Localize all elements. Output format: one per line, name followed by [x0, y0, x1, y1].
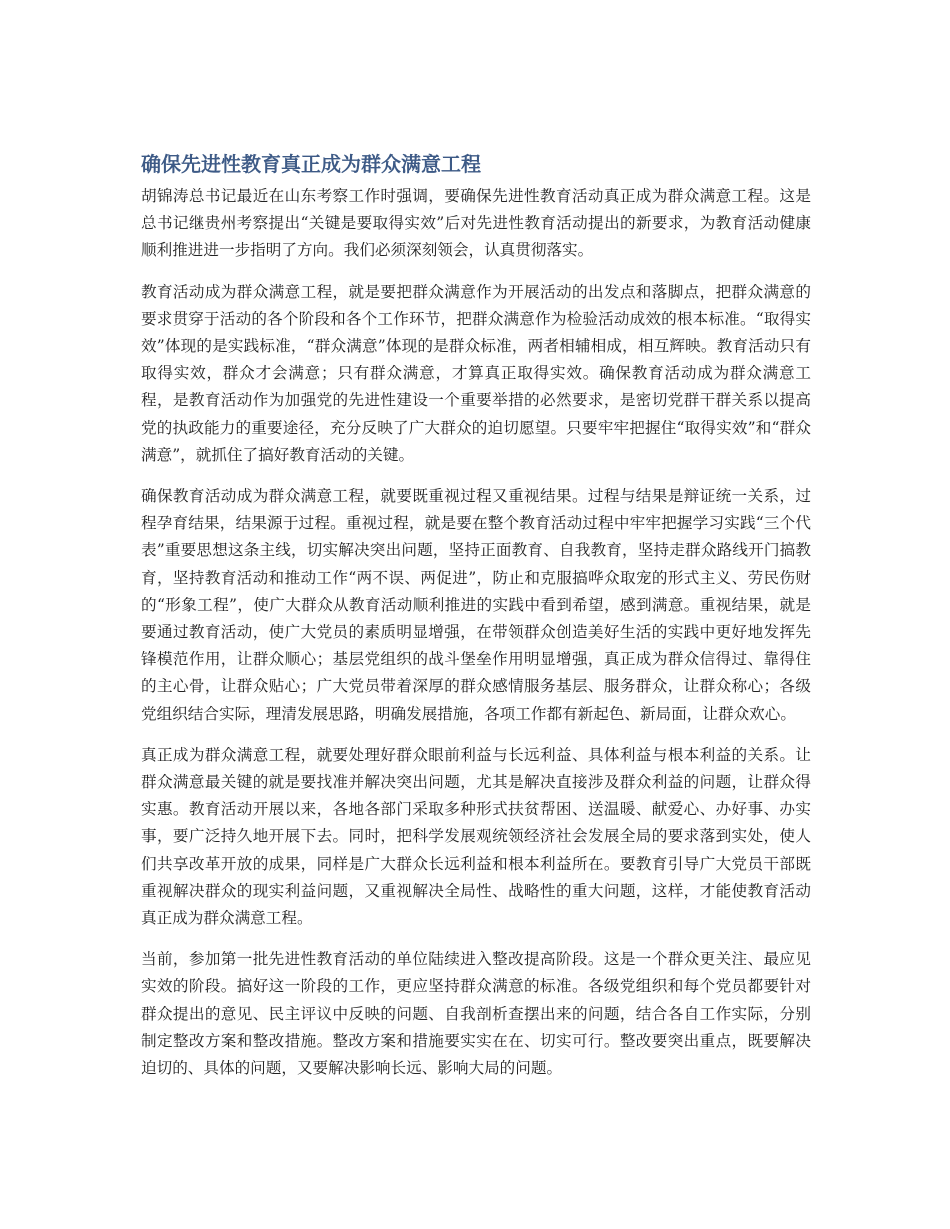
article-paragraph-3: 确保教育活动成为群众满意工程，就要既重视过程又重视结果。过程与结果是辩证统一关系，过程孕育结果，结果源于过程。重视过程，就是要在整个教育活动过程中牢牢把握学习实践“三个代表”重要思想这条主线，切实解决突出问题，坚持正面教育、自我教育，坚持走群众路线开门搞教育，坚持教育活动和推动工作“两不误、两促进”，防止和克服搞哗众取宠的形式主义、劳民伤财的“形象工程”，使广大群众从教育活动顺利推进的实践中看到希望，感到满意。重视结果，就是要通过教育活动，使广大党员的素质明显增强，在带领群众创造美好生活的实践中更好地发挥先锋模范作用，让群众顺心；基层党组织的战斗堡垒作用明显增强，真正成为群众信得过、靠得住的主心骨，让群众贴心；广大党员带着深厚的群众感情服务基层、服务群众，让群众称心；各级党组织结合实际，理清发展思路，明确发展措施，各项工作都有新起色、新局面，让群众欢心。 — [141, 487, 811, 723]
article-paragraph-2: 教育活动成为群众满意工程，就是要把群众满意作为开展活动的出发点和落脚点，把群众满意的要求贯穿于活动的各个阶段和各个工作环节，把群众满意作为检验活动成效的根本标准。“取得实效”体现的是实践标准，“群众满意”体现的是群众标准，两者相辅相成，相互辉映。教育活动只有取得实效，群众才会满意；只有群众满意，才算真正取得实效。确保教育活动成为群众满意工程，是教育活动作为加强党的先进性建设一个重要举措的必然要求，是密切党群干群关系以提高党的执政能力的重要途径，充分反映了广大群众的迫切愿望。只要牢牢把握住“取得实效”和“群众满意”，就抓住了搞好教育活动的关键。 — [141, 282, 811, 464]
article-paragraph-5: 当前，参加第一批先进性教育活动的单位陆续进入整改提高阶段。这是一个群众更关注、最应见实效的阶段。搞好这一阶段的工作，更应坚持群众满意的标准。各级党组织和每个党员都要针对群众提出的意见、民主评议中反映的问题、自我剖析查摆出来的问题，结合各自工作实际，分别制定整改方案和整改措施。整改方案和措施要实实在在、切实可行。整改要突出重点，既要解决迫切的、具体的问题，又要解决影响长远、影响大局的问题。 — [141, 950, 811, 1078]
article-paragraph-1: 胡锦涛总书记最近在山东考察工作时强调，要确保先进性教育活动真正成为群众满意工程。这是总书记继贵州考察提出“关键是要取得实效”后对先进性教育活动提出的新要求，为教育活动健康顺利推进进一步指明了方向。我们必须深刻领会，认真贯彻落实。 — [141, 187, 811, 260]
article-body — [141, 148, 811, 1096]
article-title: 确保先进性教育真正成为群众满意工程 — [141, 152, 481, 176]
article-paragraph-4: 真正成为群众满意工程，就要处理好群众眼前利益与长远利益、具体利益与根本利益的关系。让群众满意最关键的就是要找准并解决突出问题，尤其是解决直接涉及群众利益的问题，让群众得实惠。教育活动开展以来，各地各部门采取多种形式扶贫帮困、送温暖、献爱心、办好事、办实事，要广泛持久地开展下去。同时，把科学发展观统领经济社会发展全局的要求落到实处，使人们共享改革开放的成果，同样是广大群众长远利益和根本利益所在。要教育引导广大党员干部既重视解决群众的现实利益问题，又重视解决全局性、战略性的重大问题，这样，才能使教育活动真正成为群众满意工程。 — [141, 745, 811, 928]
